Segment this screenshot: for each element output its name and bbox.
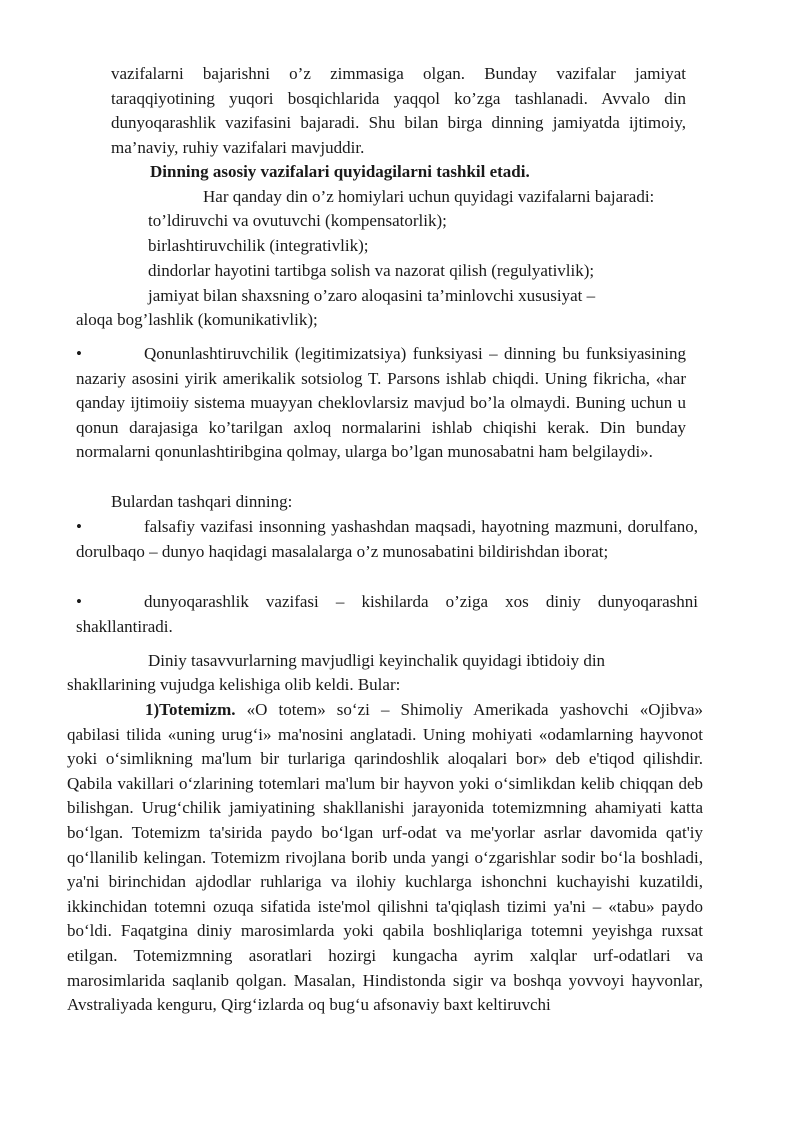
paragraph-intro: vazifalarni bajarishni o’z zimmasiga olgan. Bunday vazifalar jamiyat taraqqiyotining yuqori bosqichlarida yaqqol ko’zga tashlanadi. Avvalo din dunyoqarashlik vazifasini bajaradi. Shu bilan birga dinning jamiyatda ijtimoiy, ma’naviy, ruhiy vazifalari mavjuddir. bbox=[111, 64, 686, 157]
bullet-icon: • bbox=[76, 592, 82, 611]
function-item-integrative: birlashtiruvchilik (integrativlik); bbox=[148, 236, 369, 255]
paragraph-legitimization: Qonunlashtiruvchilik (legitimizatsiya) funksiyasi – dinning bu funksiyasining nazariy asosini yirik amerikalik sotsiolog T. Parsons ishlab chiqdi. Uning fikricha, «har qanday ijtimoiiy sistema muayyan cheklovlarsiz mavjud bo’la olmaydi. Buning uchun u qonun darajasiga ko’tarilgan axloq normalarini ishlab chiqishi kerak. Din bunday normalarni qonunlashtiribgina qolmay, ularga bo’lgan munosabatni ham belgilaydi». bbox=[76, 344, 686, 462]
functions-intro: Har qanday din o’z homiylari uchun quyidagi vazifalarni bajaradi: bbox=[203, 187, 655, 206]
besides-label: Bulardan tashqari dinning: bbox=[111, 492, 293, 511]
section-heading: Dinning asosiy vazifalari quyidagilarni tashkil etadi. bbox=[150, 162, 530, 181]
bullet-icon: • bbox=[76, 344, 82, 363]
totem-number: 1) bbox=[145, 700, 160, 719]
paragraph-totemism bbox=[67, 698, 703, 1018]
paragraph-philosophical: falsafiy vazifasi insonning yashashdan maqsadi, hayotning mazmuni, dorulfano, dorulbaqo – dunyo haqidagi masalalarga o’z munosabatini bildirishdan iborat; bbox=[76, 517, 698, 561]
bullet-icon: • bbox=[76, 517, 82, 536]
paragraph-religious-forms-line2: shakllarining vujudga kelishiga olib keldi. Bular: bbox=[67, 675, 401, 694]
paragraph-religious-forms-line1: Diniy tasavvurlarning mavjudligi keyinchalik quyidagi ibtidoiy din bbox=[148, 651, 606, 670]
totem-text: «O totem» so‘zi – Shimoliy Amerikada yashovchi «Ojibva» qabilasi tilida «uning urug‘i» ma'nosini anglatadi. Uning mohiyati «odamlarning hayvonot yoki o‘simlikning ma'lum bir turlariga qarindoshlik aloqalari bor» deb e'tiqod qilishdir. Qabila vakillari o‘zlarining totemlari ma'lum bir hayvon yoki o‘simlikdan kelib chiqqan deb bilishgan. Urug‘chilik jamiyatining shakllanishi jarayonida totemizmning ahamiyati katta bo‘lgan. Totemizm ta'sirida paydo bo‘lgan urf-odat va me'yorlar asrlar davomida qat'iy qo‘llanilib kelingan. Totemizm rivojlana borib unda yangi o‘zgarishlar sodir bo‘la boshladi, ya'ni birinchidan ajdodlar ruhlariga va ilohiy kuchlarga ishonchni kuchayishi kuzatildi, ikkinchidan totemni ozuqa sifatida iste'mol qilishni ta'qiqlash tizimi ya'ni – «tabu» paydo bo‘ldi. Faqatgina diniy marosimlarda yoki qabila boshliqlariga totemni yeyishga ruxsat etilgan. Totemizmning asoratlari hozirgi kungacha ayrim xalqlar urf-odatlari va marosimlarida saqlanib qolgan. Masalan, Hindistonda sigir va boshqa yovvoyi hayvonlar, Avstraliyada kenguru, Qirg‘izlarda oq bug‘u afsonaviy baxt keltiruvchi bbox=[67, 700, 703, 1015]
function-item-communicative-line2: aloqa bog’lashlik (komunikativlik); bbox=[76, 310, 318, 329]
totem-title: Totemizm. bbox=[159, 700, 236, 719]
function-item-regulative: dindorlar hayotini tartibga solish va nazorat qilish (regulyativlik); bbox=[148, 261, 595, 280]
function-item-compensatory: to’ldiruvchi va ovutuvchi (kompensatorlik); bbox=[148, 211, 447, 230]
function-item-communicative-line1: jamiyat bilan shaxsning o’zaro aloqasini ta’minlovchi xususiyat – bbox=[148, 286, 596, 305]
paragraph-worldview: dunyoqarashlik vazifasi – kishilarda o’ziga xos diniy dunyoqarashni shakllantiradi. bbox=[76, 592, 698, 636]
